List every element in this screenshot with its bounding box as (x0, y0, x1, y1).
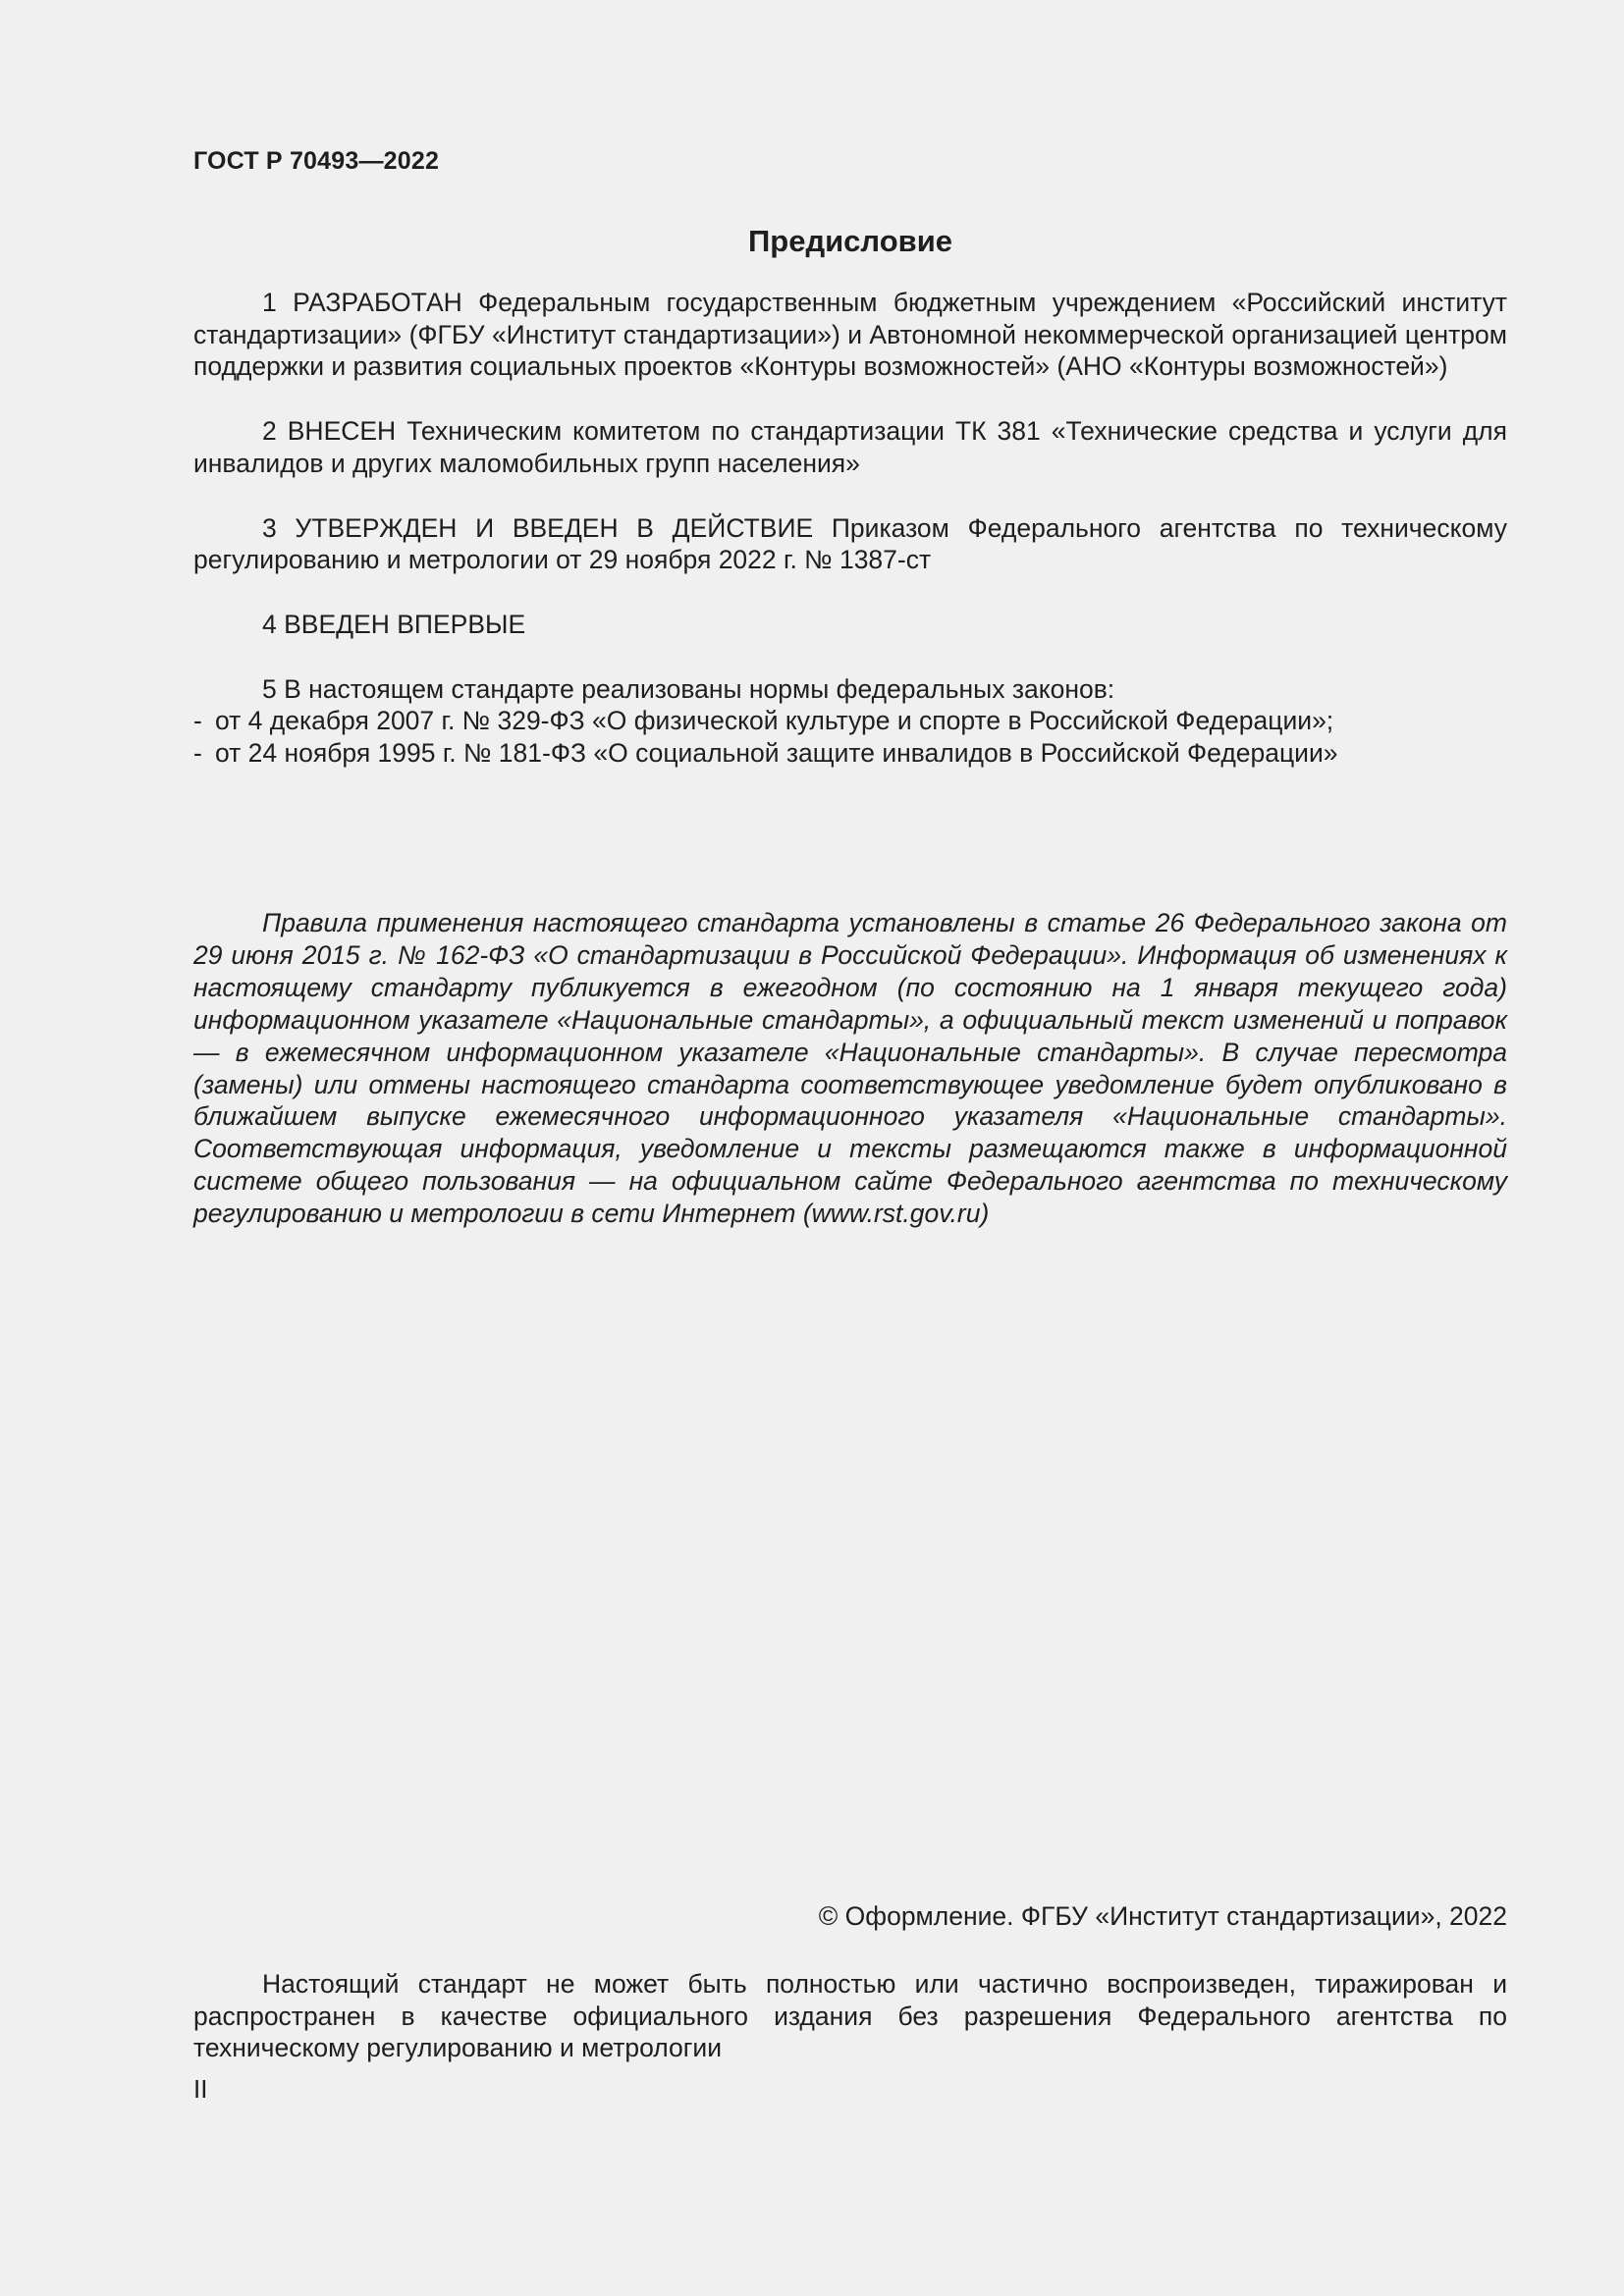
foreword-item-1: 1 РАЗРАБОТАН Федеральным государственным бюджетным учреждением «Российский институт стандартизации» (ФГБУ «Институт стандартизации») и Автономной некоммерческой организацией центром поддержки и развития социальных проектов «Контуры возможностей» (АНО «Контуры возможностей») (193, 288, 1507, 382)
foreword-items (193, 287, 1507, 770)
foreword-item-2: 2 ВНЕСЕН Техническим комитетом по стандартизации ТК 381 «Технические средства и услуги для инвалидов и других маломобильных групп населения» (193, 416, 1507, 478)
law-list-item (193, 737, 1507, 770)
foreword-item-3: 3 УТВЕРЖДЕН И ВВЕДЕН В ДЕЙСТВИЕ Приказом Федерального агентства по техническому регулированию и метрологии от 29 ноября 2022 г. № 1387-ст (193, 512, 1507, 575)
law-list-item (193, 705, 1507, 737)
document-code: ГОСТ Р 70493—2022 (193, 147, 440, 175)
page-title: Предисловие (747, 224, 952, 258)
law-list-item-text: от 24 ноября 1995 г. № 181-ФЗ «О социальной защите инвалидов в Российской Федерации» (215, 738, 1338, 769)
page-number: II (193, 2074, 208, 2104)
reproduction-notice-text: Настоящий стандарт не может быть полностью или частично воспроизведен, тиражирован и распространен в качестве официального издания без разрешения Федерального агентства по техническому регулированию и метрологии (193, 1969, 1507, 2063)
foreword-item-5: 5 В настоящем стандарте реализованы нормы федеральных законов: (262, 673, 1115, 704)
list-marker: - (193, 706, 202, 736)
list-marker: - (193, 738, 202, 769)
copyright-line: © Оформление. ФГБУ «Институт стандартизации», 2022 (818, 1901, 1507, 1931)
foreword-item-4: 4 ВВЕДЕН ВПЕРВЫЕ (262, 609, 526, 639)
law-list-item-text: от 4 декабря 2007 г. № 329-ФЗ «О физической культуре и спорте в Российской Федерации»; (215, 706, 1334, 736)
application-rules-text: Правила применения настоящего стандарта установлены в статье 26 Федерального закона от 29 июня 2015 г. № 162-ФЗ «О стандартизации в Российской Федерации». Информация об изменениях к настоящему стандарту публикуется в ежегодном (по состоянию на 1 января текущего года) информационном указателе «Национальные стандарты», а официальный текст изменений и поправок — в ежемесячном информационном указателе «Национальные стандарты». В случае пересмотра (замены) или отмены настоящего стандарта соответствующее уведомление будет опубликовано в ближайшем выпуске ежемесячного информационного указателя «Национальные стандарты». Соответствующая информация, уведомление и тексты размещаются также в информационной системе общего пользования — на официальном сайте Федерального агентства по техническому регулированию и метрологии в сети Интернет (www.rst.gov.ru) (193, 908, 1507, 1229)
reproduction-notice (193, 1968, 1507, 2064)
application-rules-block (193, 907, 1507, 1230)
